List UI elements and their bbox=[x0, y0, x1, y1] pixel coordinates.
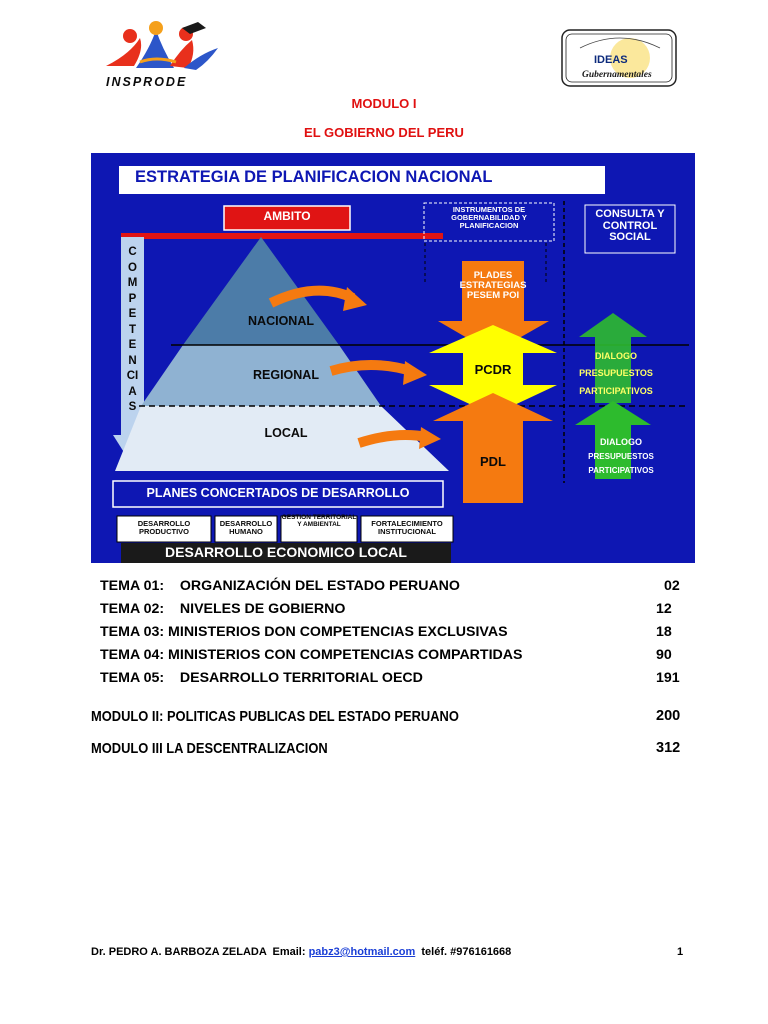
toc-page: 12 bbox=[656, 601, 672, 617]
consulta-label: CONSULTA Y CONTROL SOCIAL bbox=[595, 208, 665, 244]
toc-item bbox=[100, 578, 680, 594]
toc-label: TEMA 01: ORGANIZACIÓN DEL ESTADO PERUANO bbox=[100, 578, 460, 594]
gubernamentales-logo-text: Gubernamentales bbox=[582, 70, 652, 80]
presupuestos-upper: PRESUPUESTOS bbox=[579, 368, 653, 378]
desarrollo-economico-label: DESARROLLO ECONOMICO LOCAL bbox=[165, 544, 407, 560]
pcdr-label: PCDR bbox=[474, 362, 512, 377]
dialogo-upper: DIALOGO bbox=[595, 351, 637, 361]
page-footer bbox=[91, 946, 511, 958]
document-subtitle: EL GOBIERNO DEL PERU bbox=[304, 125, 464, 140]
module-heading: MODULO I bbox=[351, 96, 417, 111]
toc-item bbox=[100, 624, 680, 640]
level-nacional: NACIONAL bbox=[248, 314, 314, 328]
footer-phone: teléf. #976161668 bbox=[415, 946, 512, 958]
toc-label: TEMA 03: MINISTERIOS DON COMPETENCIAS EXCLUSIVAS bbox=[100, 624, 508, 640]
instrumentos-label: INSTRUMENTOS DE GOBERNABILIDAD Y PLANIFICACION bbox=[451, 205, 527, 230]
toc-item bbox=[100, 670, 680, 686]
toc-item bbox=[100, 601, 680, 617]
box-desarrollo-humano: DESARROLLO HUMANO bbox=[219, 519, 273, 536]
level-regional: REGIONAL bbox=[253, 368, 319, 382]
planning-strategy-diagram bbox=[91, 153, 695, 563]
toc-page: 191 bbox=[656, 670, 680, 686]
box-desarrollo-productivo: DESARROLLO PRODUCTIVO bbox=[137, 519, 191, 536]
pdl-label: PDL bbox=[480, 454, 506, 469]
footer-author: Dr. PEDRO A. BARBOZA ZELADA Email: bbox=[91, 946, 309, 958]
footer-email-link[interactable]: pabz3@hotmail.com bbox=[308, 946, 416, 958]
level-local: LOCAL bbox=[264, 426, 308, 440]
diagram-title: ESTRATEGIA DE PLANIFICACION NACIONAL bbox=[135, 168, 493, 186]
presupuestos-lower: PRESUPUESTOS bbox=[588, 452, 654, 461]
participativos-upper: PARTICIPATIVOS bbox=[579, 386, 653, 396]
box-fortalecimiento: FORTALECIMIENTO INSTITUCIONAL bbox=[371, 519, 443, 536]
ambito-line bbox=[121, 233, 443, 239]
insprode-logo bbox=[100, 18, 224, 92]
pdl-arrow bbox=[433, 393, 553, 503]
box-gestion-territorial: GESTION TERRITORIAL Y AMBIENTAL bbox=[281, 514, 357, 528]
insprode-figures-icon bbox=[100, 18, 224, 78]
ideas-logo-text: IDEAS bbox=[594, 54, 628, 66]
plades-label: PLADES ESTRATEGIAS PESEM POI bbox=[459, 270, 527, 301]
module-page: 200 bbox=[656, 708, 681, 724]
toc-page: 02 bbox=[664, 578, 680, 594]
page-number: 1 bbox=[677, 946, 684, 958]
dialogo-lower: DIALOGO bbox=[600, 437, 642, 447]
toc-page: 18 bbox=[656, 624, 672, 640]
module-entry: MODULO II: POLITICAS PUBLICAS DEL ESTADO PERUANO bbox=[91, 708, 459, 725]
module-page: 312 bbox=[656, 740, 681, 756]
ideas-gubernamentales-logo bbox=[560, 28, 678, 88]
participativos-lower: PARTICIPATIVOS bbox=[588, 466, 654, 475]
module-entry: MODULO III LA DESCENTRALIZACION bbox=[91, 740, 328, 757]
toc-label: TEMA 02: NIVELES DE GOBIERNO bbox=[100, 601, 346, 617]
competencias-label: COMPETENCIAS bbox=[126, 246, 139, 413]
ambito-label: AMBITO bbox=[263, 209, 311, 223]
toc-item bbox=[100, 647, 680, 663]
toc-page: 90 bbox=[656, 647, 672, 663]
planes-label: PLANES CONCERTADOS DE DESARROLLO bbox=[146, 486, 410, 500]
insprode-logo-text: INSPRODE bbox=[106, 75, 188, 89]
toc-label: TEMA 05: DESARROLLO TERRITORIAL OECD bbox=[100, 670, 423, 686]
toc-label: TEMA 04: MINISTERIOS CON COMPETENCIAS COMPARTIDAS bbox=[100, 647, 523, 663]
